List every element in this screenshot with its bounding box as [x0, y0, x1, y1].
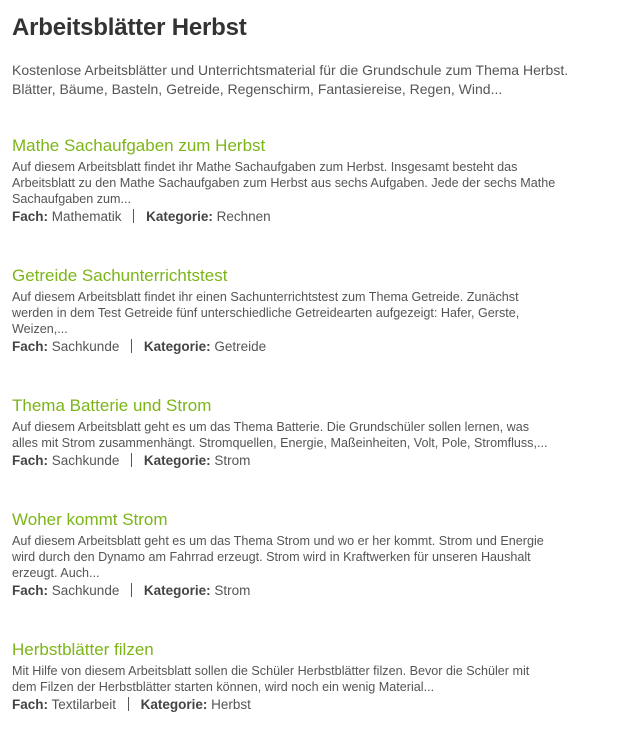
fach-link[interactable]: Mathematik	[51, 209, 122, 224]
kategorie-label: Kategorie:	[140, 697, 208, 712]
article-excerpt	[12, 533, 632, 581]
article-meta	[12, 208, 632, 226]
article-item	[12, 510, 632, 600]
meta-divider	[128, 697, 129, 711]
article-title-link[interactable]: Getreide Sachunterrichtstest	[12, 266, 228, 285]
excerpt-line: alles mit Strom zusammenhängt. Stromquellen, Energie, Maßeinheiten, Volt, Pole, Stromfluss,...	[12, 436, 548, 450]
article-item	[12, 396, 632, 470]
excerpt-line: Auf diesem Arbeitsblatt geht es um das Thema Batterie. Die Grundschüler sollen lernen, was	[12, 420, 530, 434]
article-title-link[interactable]: Herbstblätter filzen	[12, 640, 154, 659]
article-item	[12, 136, 632, 226]
fach-link[interactable]: Textilarbeit	[51, 697, 117, 712]
excerpt-line: Sachaufgaben zum...	[12, 192, 132, 206]
excerpt-line: Auf diesem Arbeitsblatt geht es um das Thema Strom und wo er her kommt. Strom und Energie	[12, 534, 544, 548]
article-meta	[12, 696, 632, 714]
article-item	[12, 640, 632, 714]
fach-label: Fach:	[12, 453, 49, 468]
article-title-link[interactable]: Woher kommt Strom	[12, 510, 168, 529]
kategorie-label: Kategorie:	[143, 583, 211, 598]
excerpt-line: Auf diesem Arbeitsblatt findet ihr einen Sachunterrichtstest zum Thema Getreide. Zunächst	[12, 290, 519, 304]
excerpt-line: Auf diesem Arbeitsblatt findet ihr Mathe Sachaufgaben zum Herbst. Insgesamt besteht das	[12, 160, 518, 174]
article-excerpt	[12, 289, 632, 337]
fach-link[interactable]: Sachkunde	[51, 339, 120, 354]
page-title: Arbeitsblätter Herbst	[12, 14, 247, 41]
fach-label: Fach:	[12, 339, 49, 354]
fach-label: Fach:	[12, 209, 49, 224]
kategorie-link[interactable]: Strom	[214, 453, 251, 468]
meta-divider	[131, 583, 132, 597]
meta-divider	[131, 453, 132, 467]
article-excerpt	[12, 419, 632, 451]
article-item	[12, 266, 632, 356]
article-meta	[12, 452, 632, 470]
fach-label: Fach:	[12, 583, 49, 598]
kategorie-link[interactable]: Herbst	[211, 697, 251, 712]
kategorie-label: Kategorie:	[143, 339, 211, 354]
excerpt-line: erzeugt. Auch...	[12, 566, 100, 580]
article-excerpt	[12, 663, 632, 695]
meta-divider	[133, 209, 134, 223]
excerpt-line: Mit Hilfe von diesem Arbeitsblatt sollen die Schüler Herbstblätter filzen. Bevor die Schüler mit	[12, 664, 530, 678]
article-title-link[interactable]: Thema Batterie und Strom	[12, 396, 212, 415]
kategorie-link[interactable]: Getreide	[214, 339, 267, 354]
intro-line: Blätter, Bäume, Basteln, Getreide, Regenschirm, Fantasiereise, Regen, Wind...	[12, 81, 503, 97]
article-title-link[interactable]: Mathe Sachaufgaben zum Herbst	[12, 136, 266, 155]
article-excerpt	[12, 159, 632, 207]
kategorie-label: Kategorie:	[143, 453, 211, 468]
excerpt-line: Arbeitsblatt zu den Mathe Sachaufgaben zum Herbst aus sechs Aufgaben. Jede der sechs Mathe	[12, 176, 556, 190]
excerpt-line: werden in dem Test Getreide fünf unterschiedliche Getreidearten aufgezeigt: Hafer, Gerste,	[12, 306, 520, 320]
kategorie-link[interactable]: Rechnen	[216, 209, 271, 224]
excerpt-line: wird durch den Dynamo am Fahrrad erzeugt. Strom wird in Kraftwerken für unseren Haushalt	[12, 550, 531, 564]
intro-text	[12, 61, 632, 99]
fach-link[interactable]: Sachkunde	[51, 453, 120, 468]
kategorie-label: Kategorie:	[146, 209, 213, 224]
intro-line: Kostenlose Arbeitsblätter und Unterrichtsmaterial für die Grundschule zum Thema Herbst.	[12, 62, 569, 78]
meta-divider	[131, 339, 132, 353]
article-meta	[12, 582, 632, 600]
kategorie-link[interactable]: Strom	[214, 583, 251, 598]
excerpt-line: dem Filzen der Herbstblätter starten können, wird noch ein wenig Material...	[12, 680, 435, 694]
fach-label: Fach:	[12, 697, 49, 712]
article-meta	[12, 338, 632, 356]
fach-link[interactable]: Sachkunde	[51, 583, 120, 598]
excerpt-line: Weizen,...	[12, 322, 68, 336]
